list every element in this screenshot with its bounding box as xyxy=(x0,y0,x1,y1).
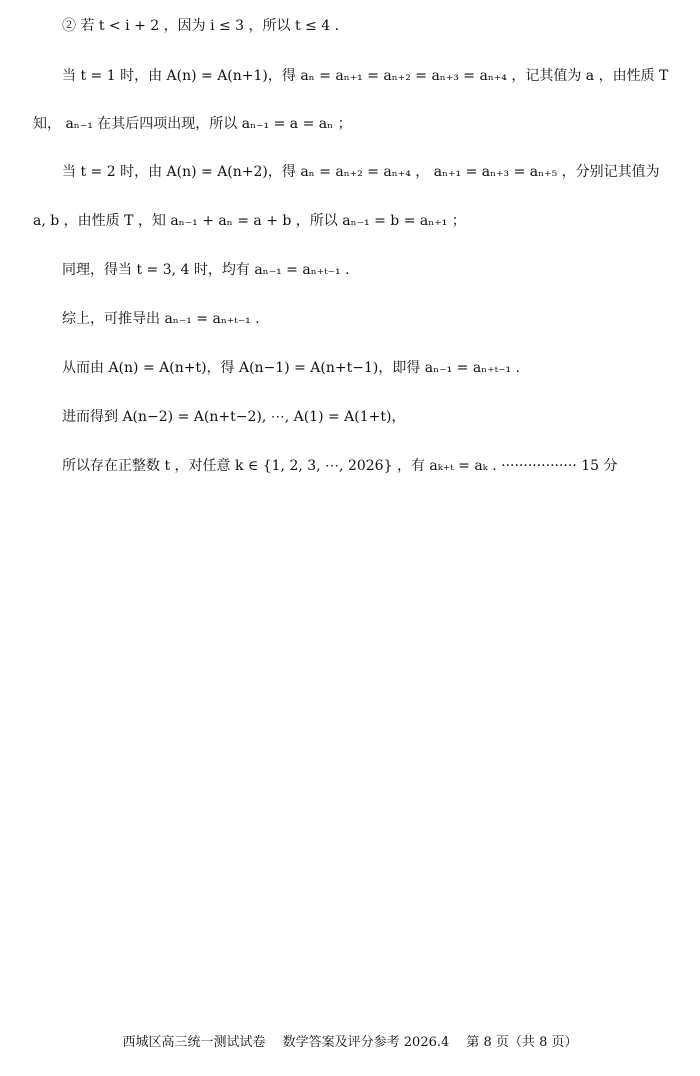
solution-line-4: 当 t = 2 时，由 A(n) = A(n+2)，得 aₙ = aₙ₊₂ = aₙ₊₄ ， aₙ₊₁ = aₙ₊₃ = aₙ₊₅ ，分别记其值为 xyxy=(62,164,660,180)
solution-line-8: 从而由 A(n) = A(n+t)，得 A(n−1) = A(n+t−1)，即得 aₙ₋₁ = aₙ₊ₜ₋₁ . xyxy=(62,360,520,376)
page-footer: 西城区高三统一测试试卷 数学答案及评分参考 2026.4 第 8 页（共 8 页） xyxy=(122,1035,578,1050)
solution-line-3: 知， aₙ₋₁ 在其后四项出现，所以 aₙ₋₁ = a = aₙ ； xyxy=(33,116,352,132)
solution-line-10: 所以存在正整数 t ，对任意 k ∈ {1, 2, 3, ⋯, 2026} ，有 aₖ₊ₜ = aₖ . ················· 15 分 xyxy=(62,458,618,474)
solution-line-5: a, b ，由性质 T ，知 aₙ₋₁ + aₙ = a + b ，所以 aₙ₋₁ = b = aₙ₊₁ ； xyxy=(33,213,466,229)
solution-line-1: ② 若 t < i + 2 ，因为 i ≤ 3 ，所以 t ≤ 4 . xyxy=(62,18,340,34)
solution-line-9: 进而得到 A(n−2) = A(n+t−2), ⋯, A(1) = A(1+t)， xyxy=(62,409,406,425)
solution-line-6: 同理，得当 t = 3, 4 时，均有 aₙ₋₁ = aₙ₊ₜ₋₁ . xyxy=(62,262,350,278)
solution-line-2: 当 t = 1 时，由 A(n) = A(n+1)，得 aₙ = aₙ₊₁ = aₙ₊₂ = aₙ₊₃ = aₙ₊₄ ，记其值为 a ，由性质 T xyxy=(62,68,669,84)
solution-line-7: 综上，可推导出 aₙ₋₁ = aₙ₊ₜ₋₁ . xyxy=(62,311,260,327)
